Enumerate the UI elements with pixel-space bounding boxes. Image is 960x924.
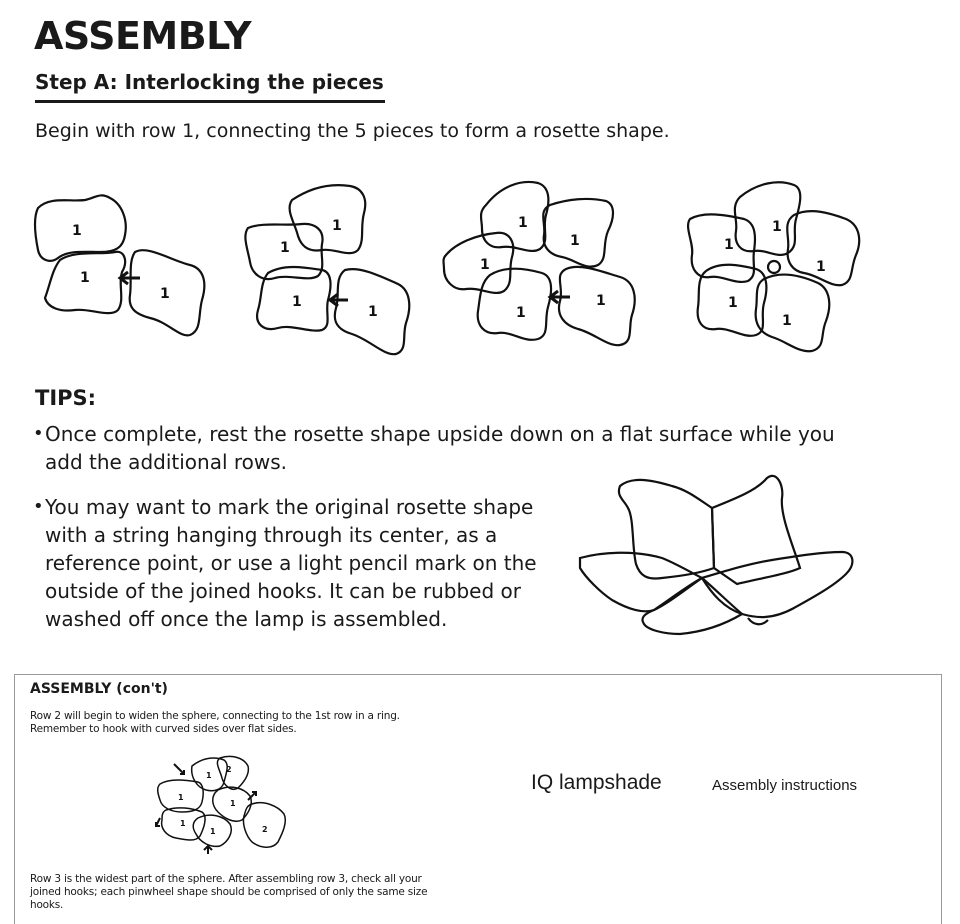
tips-heading: TIPS: — [35, 386, 97, 410]
piece-label: 1 — [728, 295, 738, 311]
piece-shape — [619, 480, 714, 579]
diagram-row2 — [152, 752, 292, 858]
arrow-icon — [204, 846, 212, 854]
arrow-icon — [174, 764, 184, 774]
diagram-four-pieces — [438, 175, 648, 360]
piece-label: 1 — [332, 218, 342, 234]
piece-shape — [290, 185, 366, 253]
piece-label: 2 — [226, 765, 232, 774]
piece-label: 2 — [262, 825, 268, 834]
piece-label: 1 — [480, 257, 490, 273]
piece-label: 1 — [210, 827, 216, 836]
piece-label: 1 — [230, 799, 236, 808]
diagram-two-pieces — [30, 190, 215, 345]
tip-text: Once complete, rest the rosette shape upside down on a flat surface while you add the additional rows. — [45, 422, 835, 474]
piece-shape — [217, 756, 248, 789]
arrow-icon — [330, 294, 348, 306]
piece-label: 1 — [570, 233, 580, 249]
continued-heading: ASSEMBLY (con't) — [30, 681, 168, 697]
piece-label: 1 — [180, 819, 186, 828]
piece-label: 1 — [206, 771, 212, 780]
diagram-rosette-upside-down — [572, 468, 862, 643]
tip-text: You may want to mark the original rosette shape with a string hanging through its center, as a reference point, or use a light pencil mark on the outside of the joined hooks. It can be rubbed or washed off once the lamp is assembled. — [45, 495, 537, 631]
diagram-three-pieces — [240, 178, 420, 358]
bullet-icon: • — [33, 423, 44, 444]
heading-underline — [35, 100, 385, 103]
intro-text: Begin with row 1, connecting the 5 pieces to form a rosette shape. — [35, 120, 670, 142]
piece-label: 1 — [368, 304, 378, 320]
product-caption: IQ lampshade — [531, 771, 662, 794]
piece-shape — [444, 233, 514, 293]
page-title: ASSEMBLY — [34, 14, 251, 58]
piece-shape — [702, 552, 852, 617]
arrow-icon — [156, 818, 160, 826]
piece-label: 1 — [516, 305, 526, 321]
piece-shape — [580, 553, 702, 612]
piece-label: 1 — [596, 293, 606, 309]
piece-label: 1 — [80, 270, 90, 286]
piece-label: 1 — [178, 793, 184, 802]
piece-label: 1 — [518, 215, 528, 231]
piece-label: 1 — [280, 240, 290, 256]
bullet-icon: • — [33, 496, 44, 517]
step-heading: Step A: Interlocking the pieces — [35, 70, 384, 94]
row3-instructions: Row 3 is the widest part of the sphere. After assembling row 3, check all your joined hooks; each pinwheel shape should be comprised of only the same size hooks. — [30, 873, 428, 911]
piece-shape — [478, 269, 551, 340]
piece-shape — [688, 214, 755, 282]
piece-label: 1 — [160, 286, 170, 302]
piece-label: 1 — [724, 237, 734, 253]
rosette-center — [768, 261, 780, 273]
piece-label: 1 — [772, 219, 782, 235]
piece-shape — [481, 182, 548, 251]
piece-label: 1 — [72, 223, 82, 239]
caption-subtitle: Assembly instructions — [712, 777, 858, 794]
piece-label: 1 — [816, 259, 826, 275]
piece-label: 1 — [782, 313, 792, 329]
hook-detail — [748, 618, 768, 624]
row2-instructions: Row 2 will begin to widen the sphere, connecting to the 1st row in a ring. Remember to hook with curved sides over flat sides. — [30, 710, 400, 735]
tip-item — [33, 493, 575, 633]
diagram-rosette — [682, 175, 867, 360]
piece-shape — [712, 476, 800, 584]
piece-label: 1 — [292, 294, 302, 310]
